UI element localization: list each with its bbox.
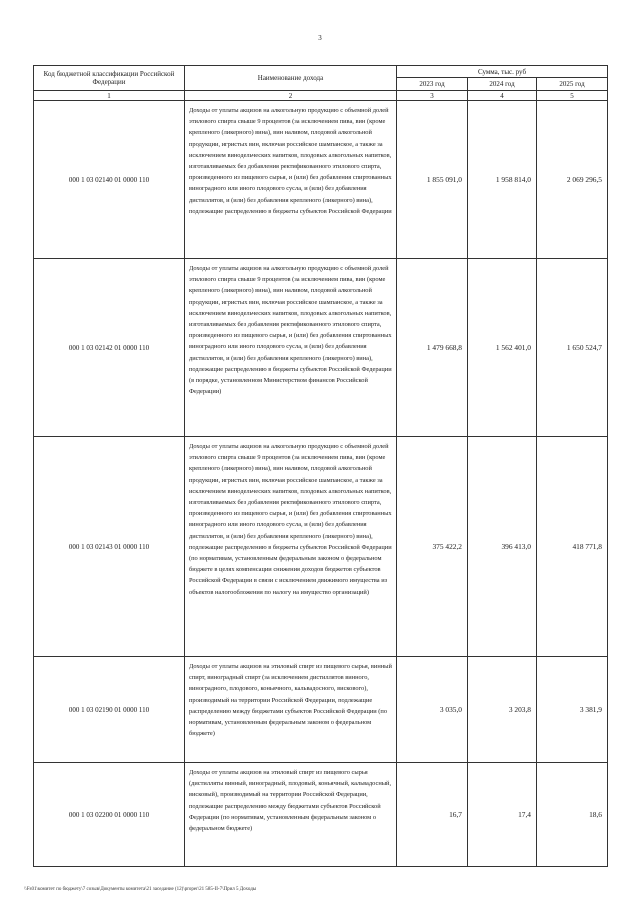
- table-row: [34, 259, 608, 437]
- column-number: 1: [34, 91, 185, 101]
- header-name: Наименование дохода: [185, 66, 397, 91]
- row-amount-2025: 18,6: [537, 763, 608, 867]
- row-name: Доходы от уплаты акцизов на алкогольную продукцию с объемной долей этилового спирта свыше 9 процентов (за исключением пива, вин (кроме крепленого (ликерного) вина), вин наливом, плодовой алкогольной продукции, игристых вин, включая российское шампанское, а также за исключением винодельческих напитков, плодовых алкогольных напитков, изготавливаемых без добавления ректификованного этилового спирта, произведенного из пищевого сырья, и (или) без добавления спиртованных виноградного или иного плодового сусла, и (или) без добавления дистиллятов, и (или) без добавления крепленого (ликерного) вина), подлежащие распределению в бюджеты субъектов Российской Федерации (в порядке, установленном Министерством финансов Российской Федерации): [185, 259, 397, 437]
- header-code: Код бюджетной классификации Российской Федерации: [34, 66, 185, 91]
- column-number: 3: [397, 91, 468, 101]
- row-name: Доходы от уплаты акцизов на алкогольную продукцию с объемной долей этилового спирта свыше 9 процентов (за исключением пива, вин (кроме крепленого (ликерного) вина), вин наливом, плодовой алкогольной продукции, игристых вин, включая российское шампанское, а также за исключением винодельческих напитков, плодовых алкогольных напитков, изготавливаемых без добавления ректификованного этилового спирта, произведенного из пищевого сырья, и (или) без добавления спиртованных виноградного или иного плодового сусла, и (или) без добавления дистиллятов, и (или) без добавления крепленого (ликерного) вина), подлежащие распределению в бюджеты субъектов Российской Федерации (по нормативам, установленным федеральным законом о федеральном бюджете в целях компенсации снижения доходов бюджетов субъектов Российской Федерации в связи с исключением движимого имущества из объектов налогообложения по налогу на имущество организаций): [185, 437, 397, 657]
- row-amount-2023: 1 479 668,8: [397, 259, 468, 437]
- row-code: 000 1 03 02143 01 0000 110: [34, 437, 185, 657]
- header-year-2024: 2024 год: [468, 78, 537, 91]
- header-year-2025: 2025 год: [537, 78, 608, 91]
- table-row: [34, 763, 608, 867]
- row-amount-2024: 396 413,0: [468, 437, 537, 657]
- row-name: Доходы от уплаты акцизов на этиловый спирт из пищевого сырья, винный спирт, виноградный спирт (за исключением дистиллятов винного, виноградного, плодового, коньячного, кальвадосного, вискового), производимый на территории Российской Федерации, подлежащие распределению между бюджетами субъектов Российской Федерации (по нормативам, установленным федеральным законом о федеральном бюджете): [185, 657, 397, 763]
- page-number: 3: [318, 34, 322, 42]
- row-amount-2025: 2 069 296,5: [537, 101, 608, 259]
- row-amount-2024: 3 203,8: [468, 657, 537, 763]
- row-name: Доходы от уплаты акцизов на алкогольную продукцию с объемной долей этилового спирта свыше 9 процентов (за исключением пива, вин (кроме крепленого (ликерного) вина), вин наливом, плодовой алкогольной продукции, игристых вин, включая российское шампанское, а также за исключением винодельческих напитков, плодовых алкогольных напитков, изготавливаемых без добавления ректификованного этилового спирта, произведенного из пищевого сырья, и (или) без добавления спиртованных виноградного или иного плодового сусла, и (или) без добавления дистиллятов, и (или) без добавления крепленого (ликерного) вина), подлежащие распределению в бюджеты субъектов Российской Федерации: [185, 101, 397, 259]
- row-code: 000 1 03 02140 01 0000 110: [34, 101, 185, 259]
- row-amount-2023: 3 035,0: [397, 657, 468, 763]
- row-name: Доходы от уплаты акцизов на этиловый спирт из пищевого сырья (дистилляты винный, виноградный, плодовый, коньячный, кальвадосный, висковый), производимый на территории Российской Федерации, подлежащие распределению между бюджетами субъектов Российской Федерации (по нормативам, установленным федеральным законом о федеральном бюджете): [185, 763, 397, 867]
- table-row: [34, 657, 608, 763]
- row-code: 000 1 03 02190 01 0000 110: [34, 657, 185, 763]
- row-amount-2025: 1 650 524,7: [537, 259, 608, 437]
- column-number: 5: [537, 91, 608, 101]
- revenue-table: [33, 65, 608, 867]
- row-amount-2025: 418 771,8: [537, 437, 608, 657]
- header-sum: Сумма, тыс. руб: [397, 66, 608, 78]
- row-code: 000 1 03 02142 01 0000 110: [34, 259, 185, 437]
- row-amount-2023: 1 855 091,0: [397, 101, 468, 259]
- file-path-footer: \\Fs01\комитет по бюджету\7 созыв\Документы комитета\21 заседание (12)\proper\21 585-II-7\Прил 5 Доходы: [24, 887, 257, 892]
- table-row: [34, 101, 608, 259]
- row-amount-2023: 16,7: [397, 763, 468, 867]
- row-amount-2025: 3 381,9: [537, 657, 608, 763]
- table-row: [34, 437, 608, 657]
- row-code: 000 1 03 02200 01 0000 110: [34, 763, 185, 867]
- row-amount-2024: 1 562 401,0: [468, 259, 537, 437]
- header-year-2023: 2023 год: [397, 78, 468, 91]
- row-amount-2024: 1 958 814,0: [468, 101, 537, 259]
- column-number: 4: [468, 91, 537, 101]
- row-amount-2024: 17,4: [468, 763, 537, 867]
- row-amount-2023: 375 422,2: [397, 437, 468, 657]
- column-number: 2: [185, 91, 397, 101]
